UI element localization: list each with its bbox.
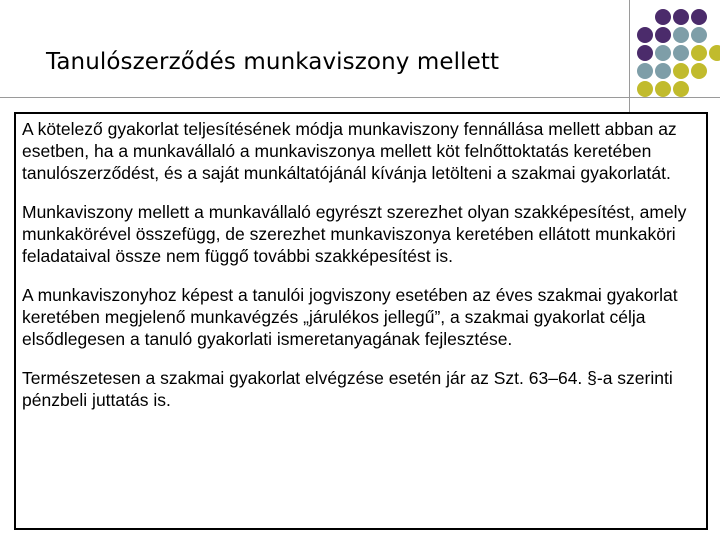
decor-dot-olive xyxy=(637,81,653,97)
decorative-dot-grid xyxy=(637,9,720,104)
decor-dot-purple xyxy=(637,27,653,43)
decor-dot-purple xyxy=(655,9,671,25)
vertical-divider xyxy=(629,0,630,112)
decor-dot-teal xyxy=(655,63,671,79)
decor-dot-purple xyxy=(637,45,653,61)
decor-dot-teal xyxy=(655,45,671,61)
decor-dot-olive xyxy=(673,63,689,79)
decor-dot-olive xyxy=(691,63,707,79)
paragraph-3: A munkaviszonyhoz képest a tanulói jogviszony esetében az éves szakmai gyakorlat keretében megjelenő munkavégzés „járulékos jellegű”, a szakmai gyakorlat célja elsődlegesen a tanuló gyakorlati ismeretanyagának fejlesztése. xyxy=(22,285,678,349)
decor-dot-teal xyxy=(691,27,707,43)
decor-dot-olive xyxy=(673,81,689,97)
decor-dot-teal xyxy=(673,45,689,61)
horizontal-divider xyxy=(0,97,720,98)
decor-dot-olive xyxy=(691,45,707,61)
decor-dot-purple xyxy=(673,9,689,25)
paragraph-2: Munkaviszony mellett a munkavállaló egyrészt szerezhet olyan szakképesítést, amely munkakörével összefügg, de szerezhet munkaviszonya keretében ellátott munkaköri feladataival össze nem függő további szakképesítést is. xyxy=(22,202,687,266)
paragraph-4: Természetesen a szakmai gyakorlat elvégzése esetén jár az Szt. 63–64. §-a szerinti pénzbeli juttatás is. xyxy=(22,368,673,410)
decor-dot-purple xyxy=(655,27,671,43)
slide-title: Tanulószerződés munkaviszony mellett xyxy=(46,49,500,75)
decor-dot-teal xyxy=(673,27,689,43)
decor-dot-olive xyxy=(655,81,671,97)
decor-dot-purple xyxy=(691,9,707,25)
content-box xyxy=(14,112,708,530)
decor-dot-teal xyxy=(637,63,653,79)
paragraph-1: A kötelező gyakorlat teljesítésének módja munkaviszony fennállása mellett abban az esetben, ha a munkavállaló a munkaviszonya mellett köt felnőttoktatás keretében tanulószerződést, és a saját munkáltatójánál kívánja letölteni a szakmai gyakorlatát. xyxy=(22,119,677,183)
decor-dot-olive xyxy=(709,45,720,61)
